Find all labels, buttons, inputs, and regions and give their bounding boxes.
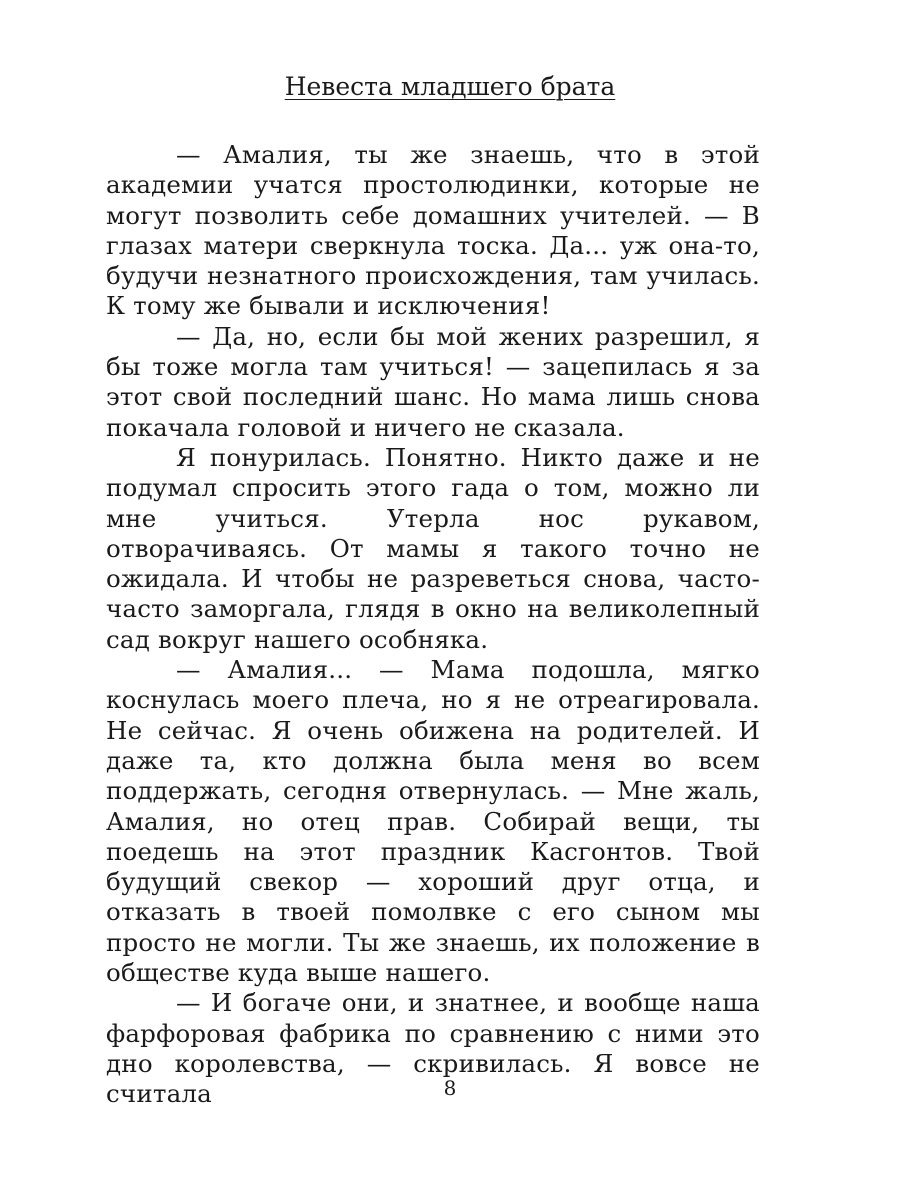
paragraph: Я понурилась. Понятно. Никто даже и не подумал спросить этого гада о том, можно ли мне учиться. Утерла нос рукавом, отворачиваясь. От мамы я такого точно не ожидала. И чтобы не разреветься снова, часто-часто заморгала, глядя в окно на великолепный сад вокруг нашего особняка. (106, 442, 760, 654)
paragraph: — Да, но, если бы мой жених разрешил, я бы тоже могла там учиться! — зацепилась я за этот свой последний шанс. Но мама лишь снова покачала головой и ничего не сказала. (106, 321, 760, 442)
body-text (106, 140, 760, 1110)
paragraph: — Амалия... — Мама подошла, мягко коснулась моего плеча, но я не отреагировала. Не сейчас. Я очень обижена на родителей. И даже та, кто должна была меня во всем поддержать, сегодня отвернулась. — Мне жаль, Амалия, но отец прав. Собирай вещи, ты поедешь на этот праздник Касгонтов. Твой будущий свекор — хороший друг отца, и отказать в твоей помолвке с его сыном мы просто не могли. Ты же знаешь, их положение в обществе куда выше нашего. (106, 655, 760, 988)
paragraph: — И богаче они, и знатнее, и вообще наша фарфоровая фабрика по сравнению с ними это дно королевства, — скривилась. Я вовсе не считала (106, 988, 760, 1109)
running-head (0, 70, 900, 104)
paragraph: — Амалия, ты же знаешь, что в этой академии учатся простолюдинки, которые не могут позволить себе домашних учителей. — В глазах матери сверкнула тоска. Да... уж она-то, будучи незнатного происхождения, там училась. К тому же бывали и исключения! (106, 140, 760, 321)
page-number: 8 (443, 1076, 457, 1100)
book-title: Невеста младшего брата (284, 72, 616, 101)
